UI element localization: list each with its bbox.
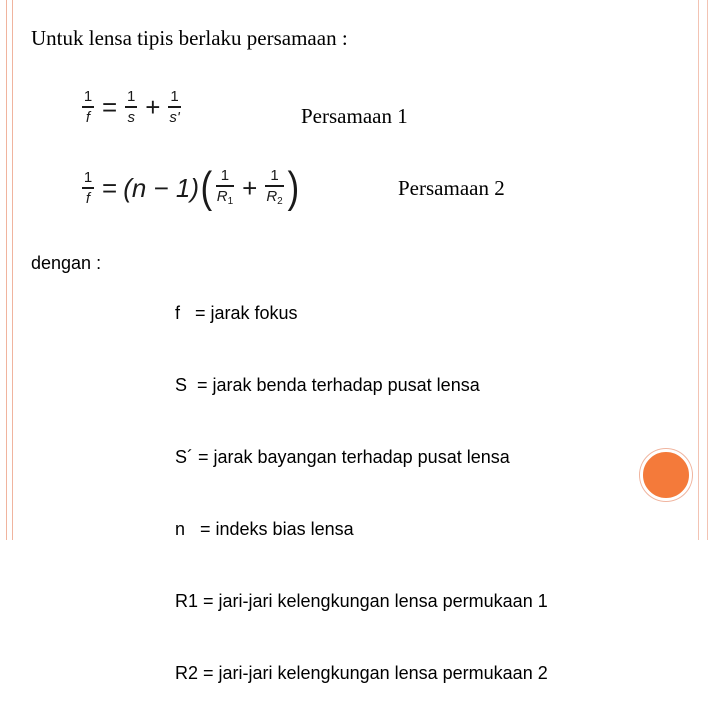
decorative-circle (640, 449, 692, 501)
equation-1-label: Persamaan 1 (301, 104, 408, 128)
definition-item: f = jarak fokus (175, 303, 298, 323)
fraction-object-distance: $\frac{1}{s}$ (127, 88, 136, 126)
fraction-r2: $\frac{1}{R_2}$ (266, 166, 283, 207)
left-frame-line (6, 0, 7, 540)
plus-sign: + (145, 92, 161, 122)
definition-item: R2 = jari-jari kelengkungan lensa permukaan 2 (175, 663, 548, 683)
plus-sign: + (242, 173, 258, 203)
fraction-lhs: $\frac{1}{f}$ (83, 88, 93, 126)
slide-heading: Untuk lensa tipis berlaku persamaan : (31, 26, 348, 50)
equals-sign: = (102, 92, 118, 122)
left-parenthesis: ( (200, 163, 213, 212)
definition-item: S = jarak benda terhadap pusat lensa (175, 375, 480, 395)
equation-2-label: Persamaan 2 (398, 176, 505, 200)
equation-1 (80, 88, 183, 126)
definitions-list (175, 253, 548, 709)
definition-item: R1 = jari-jari kelengkungan lensa permukaan 1 (175, 591, 548, 611)
refractive-factor: (n − 1) (123, 172, 200, 203)
left-frame-line-inner (12, 0, 13, 540)
fraction-r1: $\frac{1}{R_1}$ (216, 166, 234, 207)
right-frame-band (698, 0, 708, 540)
fraction-image-distance: $\frac{1}{s'}$ (169, 88, 180, 126)
fraction-lhs: $\frac{1}{f}$ (83, 169, 93, 207)
equals-sign: = (102, 173, 118, 203)
dengan-label: dengan : (31, 253, 102, 273)
definition-item: n = indeks bias lensa (175, 519, 354, 539)
equation-2 (80, 163, 300, 212)
right-parenthesis: ) (287, 163, 299, 212)
definition-item: S´ = jarak bayangan terhadap pusat lensa (175, 447, 510, 467)
